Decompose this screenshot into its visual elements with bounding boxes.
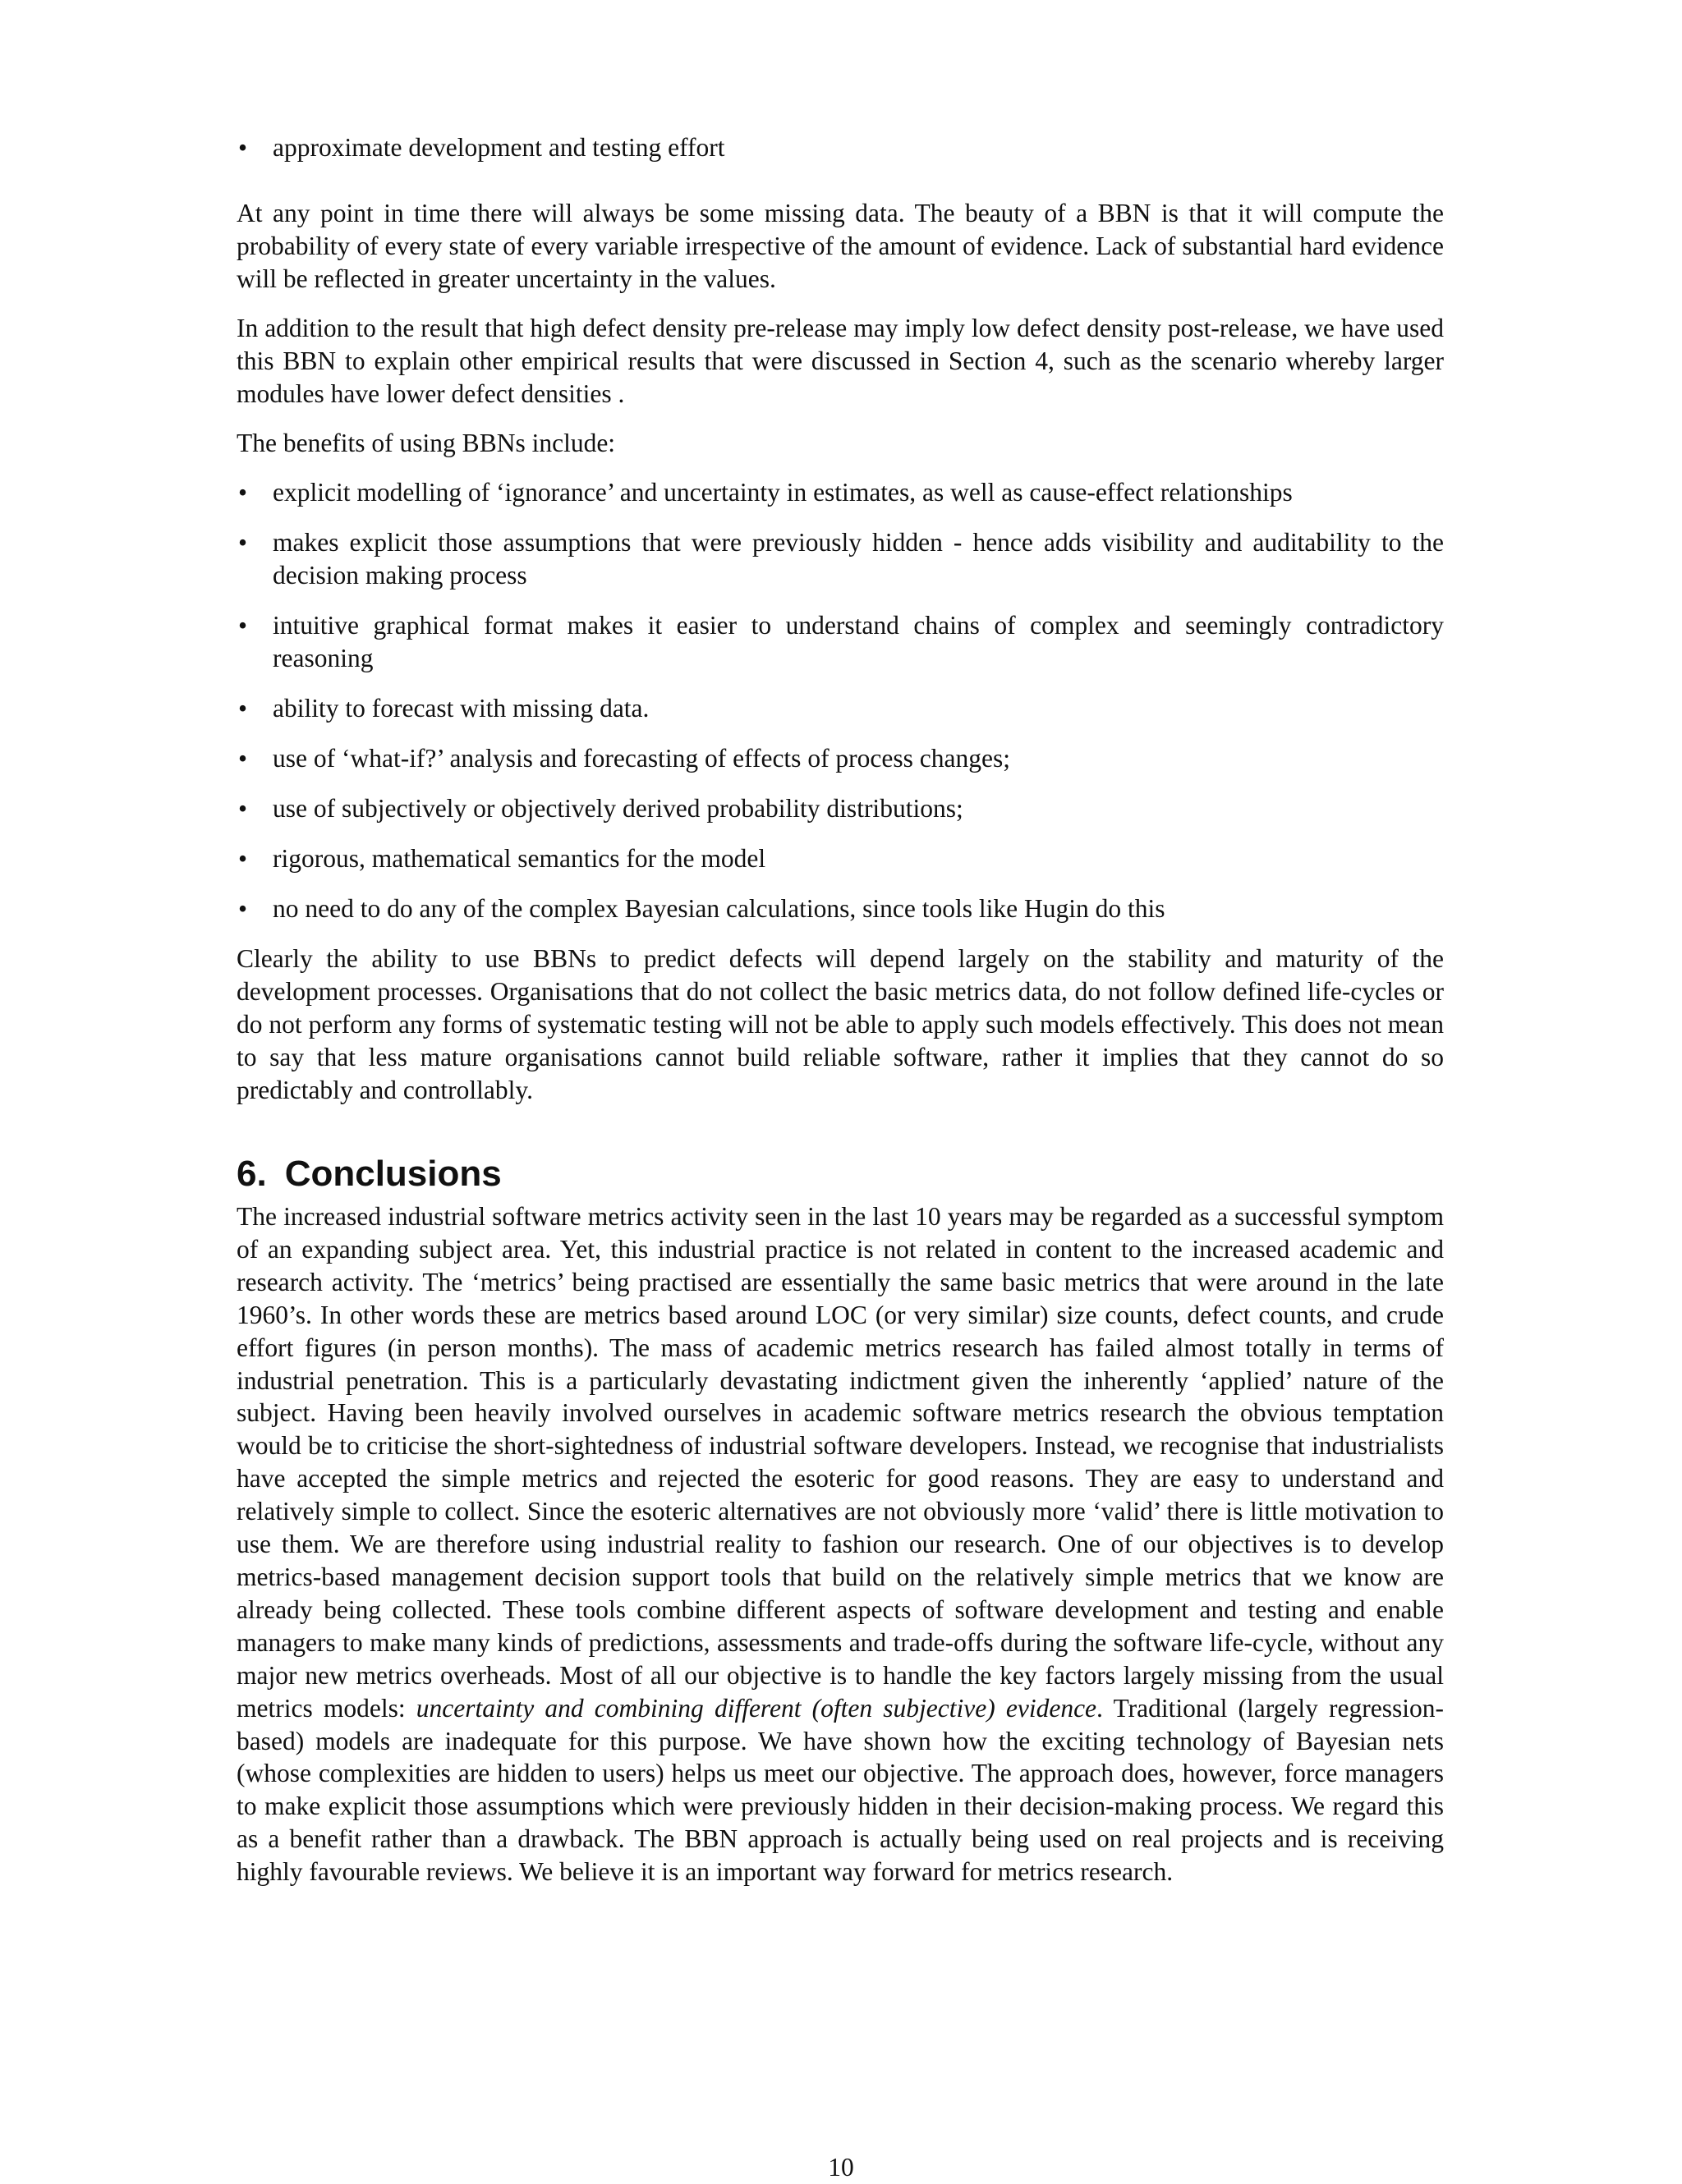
- bullet-text: use of ‘what-if?’ analysis and forecasting of effects of process changes;: [273, 744, 1010, 773]
- bullet-text: ability to forecast with missing data.: [273, 694, 650, 723]
- list-item: [237, 842, 1444, 875]
- bullet-text: intuitive graphical format makes it easier to understand chains of complex and seemingly contradictory reasoning: [273, 611, 1444, 672]
- list-item: [237, 692, 1444, 725]
- section-title: Conclusions: [284, 1154, 502, 1194]
- bullet-icon: •: [238, 844, 248, 873]
- page-number: 10: [828, 2153, 854, 2182]
- bullet-icon: •: [238, 744, 248, 773]
- list-item: [237, 892, 1444, 925]
- paragraph-benefits-intro: The benefits of using BBNs include:: [237, 429, 616, 457]
- bullet-text: use of subjectively or objectively derived probability distributions;: [273, 794, 963, 823]
- bullet-icon: •: [238, 478, 248, 507]
- bullet-text: no need to do any of the complex Bayesian calculations, since tools like Hugin do this: [273, 894, 1165, 923]
- list-item: [237, 792, 1444, 825]
- section-heading: [237, 1153, 1444, 1195]
- section-number: 6.: [237, 1154, 267, 1194]
- conclusion-text-end: . Traditional (largely regression-based) models are inadequate for this purpose. We have shown how the exciting technology of Bayesian nets (whose complexities are hidden to users) helps us meet our objective. The approach does, however, force managers to make explicit those assumptions which were previously hidden in their decision-making process. We regard this as a benefit rather than a drawback. The BBN approach is actually being used on real projects and is receiving highly favourable reviews. We believe it is an important way forward for metrics research.: [237, 1693, 1444, 1887]
- bullet-text: rigorous, mathematical semantics for the model: [273, 844, 766, 873]
- bullet-text: approximate development and testing effort: [273, 133, 725, 162]
- list-item: [237, 742, 1444, 775]
- list-item: [237, 609, 1444, 675]
- list-item: [237, 476, 1444, 509]
- conclusion-text-start: The increased industrial software metrics activity seen in the last 10 years may be regarded as a successful symptom of an expanding subject area. Yet, this industrial practice is not related in content to the increased academic and research activity. The ‘metrics’ being practised are essentially the same basic metrics that were around in the late 1960’s. In other words these are metrics based around LOC (or very similar) size counts, defect counts, and crude effort figures (in person months). The mass of academic metrics research has failed almost totally in terms of industrial penetration. This is a particularly devastating indictment given the inherently ‘applied’ nature of the subject. Having been heavily involved ourselves in academic software metrics research the obvious temptation would be to criticise the short-sightedness of industrial software developers. Instead, we recognise that industrialists have accepted the simple metrics and rejected the esoteric for good reasons. They are easy to understand and relatively simple to collect. Since the esoteric alternatives are not obviously more ‘valid’ there is little motivation to use them. We are therefore using industrial reality to fashion our research. One of our objectives is to develop metrics-based management decision support tools that build on the relatively simple metrics that we know are already being collected. These tools combine different aspects of software development and testing and enable managers to make many kinds of predictions, assessments and trade-offs during the software life-cycle, without any major new metrics overheads. Most of all our objective is to handle the key factors largely missing from the usual metrics models:: [237, 1202, 1444, 1723]
- bullet-icon: •: [238, 694, 248, 723]
- list-item: [237, 131, 1444, 164]
- bullet-icon: •: [238, 611, 248, 640]
- bullet-icon: •: [238, 133, 248, 162]
- top-bullet-list: [237, 131, 1444, 164]
- bullet-icon: •: [238, 794, 248, 823]
- document-page: [237, 131, 1444, 1905]
- bullet-text: explicit modelling of ‘ignorance’ and uncertainty in estimates, as well as cause-effect relationships: [273, 478, 1293, 507]
- bullet-icon: •: [238, 894, 248, 923]
- paragraph-empirical-results: In addition to the result that high defect density pre-release may imply low defect density post-release, we have used this BBN to explain other empirical results that were discussed in Section 4, such as the scenario whereby larger modules have lower defect densities .: [237, 314, 1444, 408]
- paragraph-maturity: Clearly the ability to use BBNs to predict defects will depend largely on the stability and maturity of the development processes. Organisations that do not collect the basic metrics data, do not follow defined life-cycles or do not perform any forms of systematic testing will not be able to apply such models effectively. This does not mean to say that less mature organisations cannot build reliable software, rather it implies that they cannot do so predictably and controllably.: [237, 944, 1444, 1104]
- benefits-list: [237, 476, 1444, 925]
- paragraph-missing-data: At any point in time there will always be some missing data. The beauty of a BBN is that it will compute the probability of every state of every variable irrespective of the amount of evidence. Lack of substantial hard evidence will be reflected in greater uncertainty in the values.: [237, 199, 1444, 293]
- bullet-icon: •: [238, 528, 248, 557]
- list-item: [237, 526, 1444, 592]
- conclusion-italic-text: uncertainty and combining different (often subjective) evidence: [416, 1693, 1097, 1723]
- bullet-text: makes explicit those assumptions that were previously hidden - hence adds visibility and auditability to the decision making process: [273, 528, 1444, 590]
- paragraph-conclusions: [237, 1200, 1444, 1888]
